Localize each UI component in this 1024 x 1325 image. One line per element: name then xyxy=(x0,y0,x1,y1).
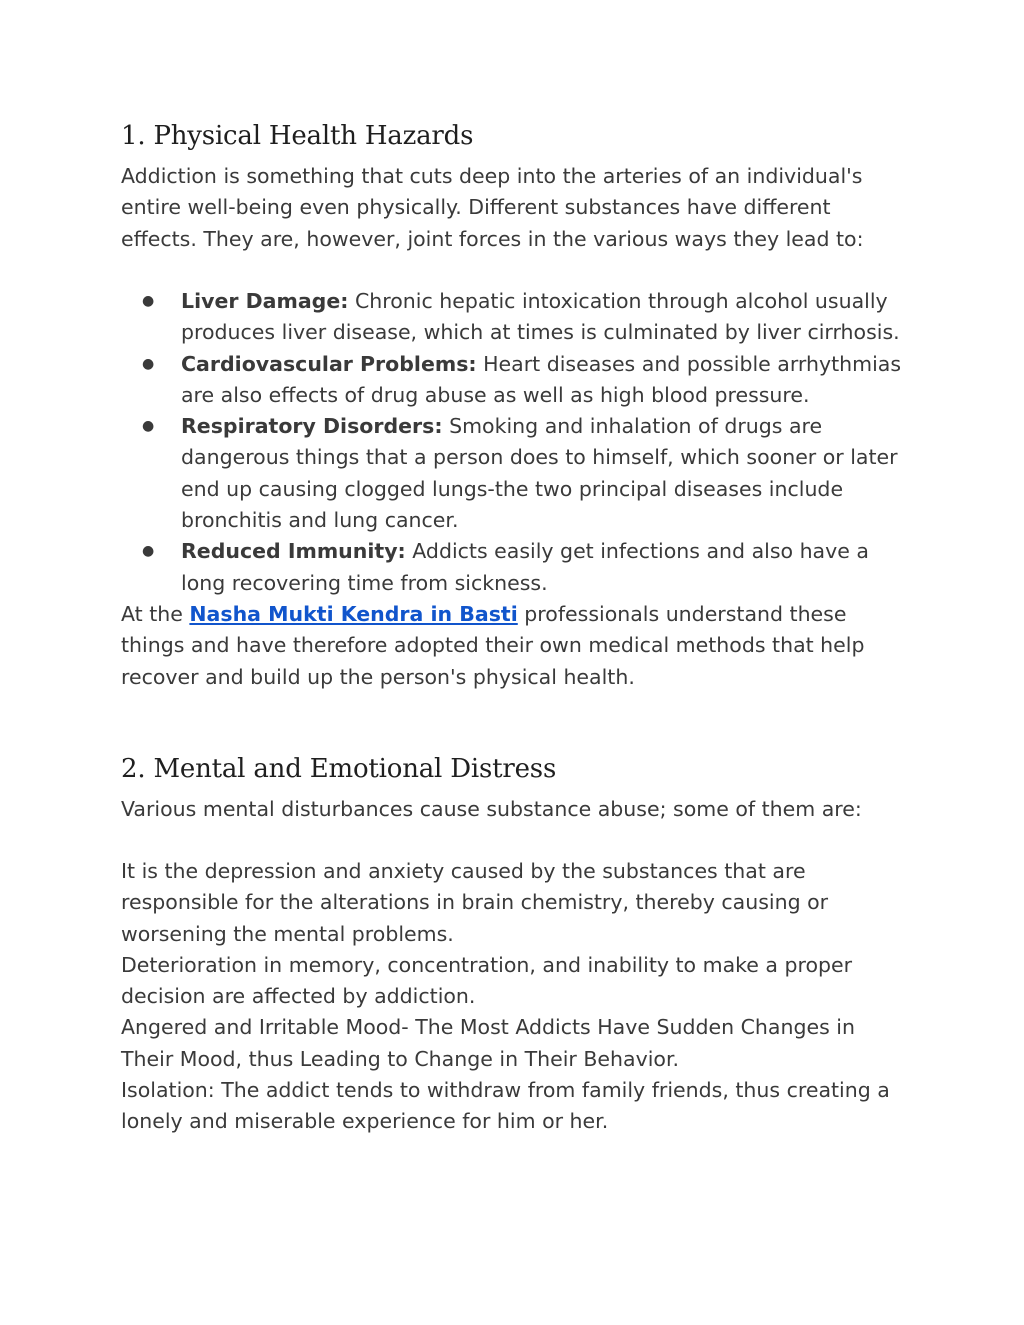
bullet-dot-icon: ● xyxy=(142,543,155,560)
bullet-term: Respiratory Disorders: xyxy=(181,414,443,439)
bullet-text: Smoking and inhalation of drugs are dangerous things that a person does to himself, which sooner or later end up causing clogged lungs-the two principal diseases include bronchitis and lung cancer. xyxy=(181,414,898,533)
section1-bullet-list-block xyxy=(121,286,911,693)
bullet-dot-icon: ● xyxy=(142,418,155,435)
section2-paragraph: It is the depression and anxiety caused by the substances that are responsible for the alterations in brain chemistry, thereby causing or worsening the mental problems. xyxy=(121,859,829,946)
section2-paragraph: Angered and Irritable Mood- The Most Addicts Have Sudden Changes in Their Mood, thus Leading to Change in Their Behavior. xyxy=(121,1015,855,1071)
bullet-text: Chronic hepatic intoxication through alcohol usually produces liver disease, which at times is culminated by liver cirrhosis. xyxy=(181,289,900,345)
bullet-term: Reduced Immunity: xyxy=(181,539,406,564)
nasha-mukti-kendra-link[interactable]: Nasha Mukti Kendra in Basti xyxy=(189,601,518,626)
section1-intro-paragraph: Addiction is something that cuts deep into the arteries of an individual's entire well-being even physically. Different substances have different effects. They are, however, joint forces in the various ways they lead to: xyxy=(121,164,864,251)
bullet-text: Addicts easily get infections and also have a long recovering time from sickness. xyxy=(181,539,869,595)
closing-text-after: professionals understand these things and have therefore adopted their own medical methods that help recover and build up the person's physical health. xyxy=(121,601,865,689)
section1-closing-paragraph xyxy=(121,599,911,693)
bullet-term: Cardiovascular Problems: xyxy=(181,351,477,376)
section2-intro-paragraph: Various mental disturbances cause substance abuse; some of them are: xyxy=(121,797,862,821)
section-heading-mental-emotional: 2. Mental and Emotional Distress xyxy=(121,754,557,784)
section2-paragraphs-block xyxy=(121,856,911,1138)
list-item xyxy=(121,411,911,536)
list-item xyxy=(121,286,911,349)
hazard-bullet-list xyxy=(121,286,911,599)
bullet-dot-icon: ● xyxy=(142,355,155,372)
section-heading-physical-health: 1. Physical Health Hazards xyxy=(121,121,474,151)
section2-paragraph: Deterioration in memory, concentration, and inability to make a proper decision are affected by addiction. xyxy=(121,952,853,1009)
list-item xyxy=(121,349,911,412)
section1-intro-block xyxy=(121,161,911,255)
list-item xyxy=(121,536,911,599)
bullet-text: Heart diseases and possible arrhythmias are also effects of drug abuse as well as high blood pressure. xyxy=(181,351,902,407)
bullet-dot-icon: ● xyxy=(142,293,155,309)
section2-intro-block xyxy=(121,794,911,825)
bullet-term: Liver Damage: xyxy=(181,289,349,313)
closing-text-before: At the xyxy=(121,601,190,626)
section2-paragraph: Isolation: The addict tends to withdraw from family friends, thus creating a lonely and miserable experience for him or her. xyxy=(121,1078,890,1134)
